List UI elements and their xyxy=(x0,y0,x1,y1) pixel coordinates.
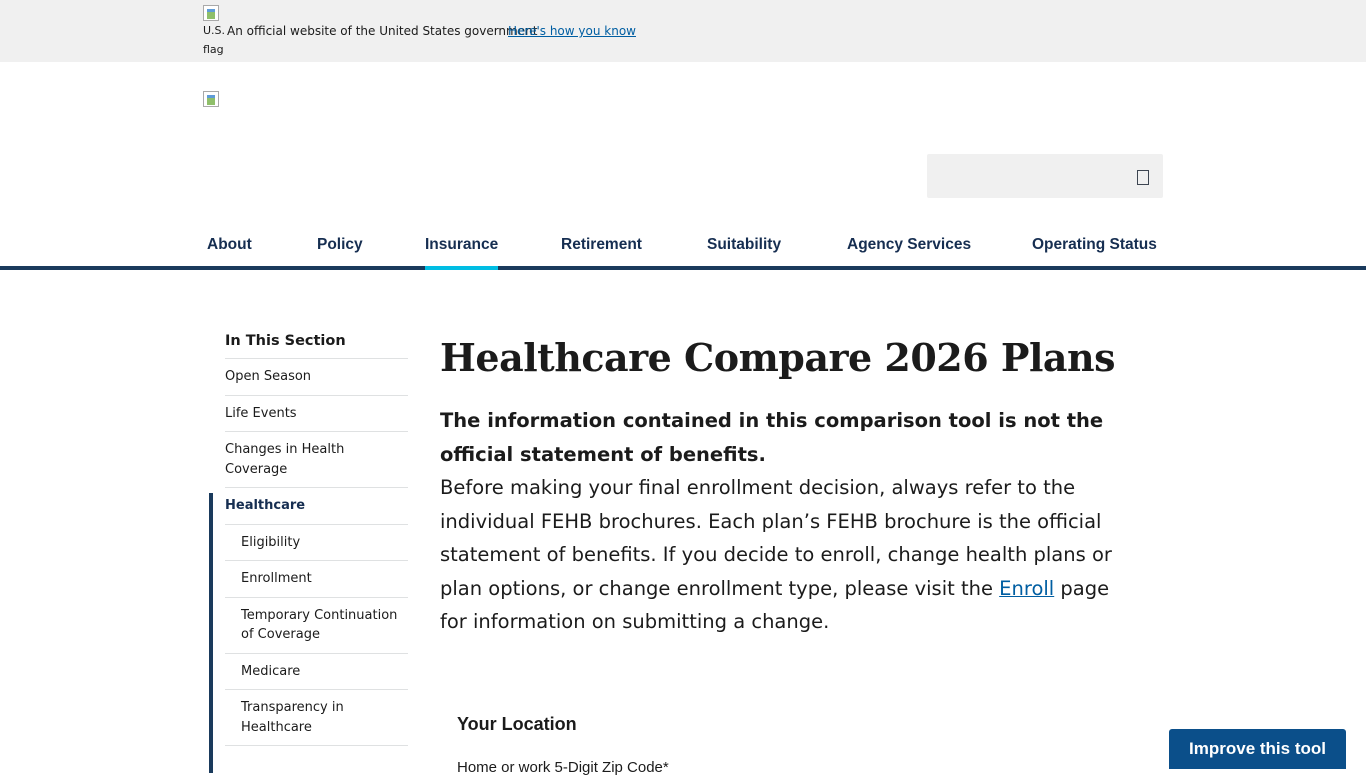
disclaimer-text xyxy=(440,404,1120,639)
disclaimer-body-pre: Before making your final enrollment decision, always refer to the individual FEHB brochures. Each plan’s FEHB brochure is the official statement of benefits. If you decide to enroll, change health plans or plan options, or change enrollment type, please visit the xyxy=(440,476,1112,600)
site-logo[interactable] xyxy=(203,91,219,107)
sidenav-item-medicare[interactable]: Medicare xyxy=(225,654,408,691)
improve-this-tool-button[interactable]: Improve this tool xyxy=(1169,729,1346,769)
zip-code-label: Home or work 5-Digit Zip Code* xyxy=(457,759,669,776)
nav-insurance[interactable]: Insurance xyxy=(425,236,499,253)
search-input[interactable] xyxy=(927,154,1163,198)
nav-agency-services[interactable]: Agency Services xyxy=(847,236,972,253)
your-location-heading: Your Location xyxy=(457,714,577,734)
nav-operating-status[interactable]: Operating Status xyxy=(1032,236,1157,253)
nav-policy[interactable]: Policy xyxy=(317,236,363,253)
sidenav-item-healthcare[interactable]: Healthcare xyxy=(225,488,408,525)
gov-banner xyxy=(0,0,1366,62)
section-sidenav xyxy=(225,333,408,746)
us-flag-icon: U.S. flag xyxy=(203,5,219,55)
sidenav-item-transparency[interactable]: Transparency in Healthcare xyxy=(225,690,408,746)
heres-how-you-know-link[interactable]: Here's how you know xyxy=(508,24,636,38)
disclaimer-body-post: page for information on submitting a change. xyxy=(440,576,1110,633)
sidenav-current-indicator xyxy=(209,493,213,773)
sidenav-item-open-season[interactable]: Open Season xyxy=(225,359,408,396)
enroll-link[interactable]: Enroll xyxy=(999,576,1055,600)
sidenav-item-life-events[interactable]: Life Events xyxy=(225,396,408,433)
sidenav-item-temporary-continuation[interactable]: Temporary Continuation of Coverage xyxy=(225,598,408,654)
primary-nav xyxy=(0,224,1366,270)
page-title: Healthcare Compare 2026 Plans xyxy=(440,335,1116,380)
sidenav-item-changes-in-health-coverage[interactable]: Changes in Health Coverage xyxy=(225,432,408,488)
nav-about[interactable]: About xyxy=(207,236,252,253)
nav-retirement[interactable]: Retirement xyxy=(561,236,642,253)
sidenav-item-eligibility[interactable]: Eligibility xyxy=(225,525,408,562)
main-content xyxy=(440,334,1120,639)
search-icon[interactable] xyxy=(1137,170,1149,185)
disclaimer-bold: The information contained in this comparison tool is not the official statement of benefits. xyxy=(440,409,1104,466)
sidenav-item-enrollment[interactable]: Enrollment xyxy=(225,561,408,598)
sidenav-heading: In This Section xyxy=(225,333,408,359)
gov-banner-text: An official website of the United States government xyxy=(227,24,538,38)
nav-suitability[interactable]: Suitability xyxy=(707,236,782,253)
